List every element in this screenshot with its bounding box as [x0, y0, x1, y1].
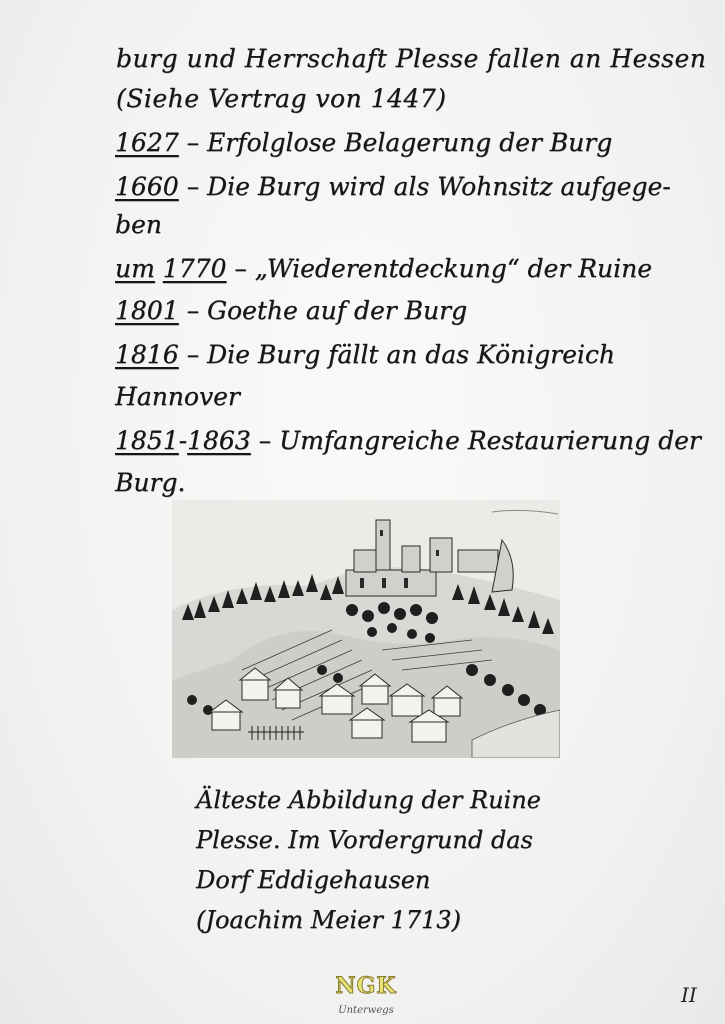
- entry-text: – Erfolglose Belagerung der Burg: [186, 128, 613, 157]
- page-number: II: [681, 983, 697, 1007]
- entry-1851-continued: [115, 468, 185, 497]
- entry-year: 1770: [162, 254, 227, 283]
- entry-year-end: 1863: [187, 426, 251, 455]
- caption-line-1: Älteste Abbildung der Ruine: [196, 786, 541, 814]
- entry-text: – Goethe auf der Burg: [186, 296, 468, 325]
- entry-text: Hannover: [115, 382, 240, 411]
- entry-year: 1660: [115, 172, 179, 201]
- entry-1851-1863: [115, 426, 701, 455]
- entry-year: 1801: [115, 296, 179, 325]
- entry-prefix: um: [115, 254, 155, 283]
- year-separator: -: [178, 426, 188, 455]
- castle-sketch-image: [172, 500, 560, 758]
- entry-text: – „Wiederentdeckung“ der Ruine: [234, 254, 652, 283]
- entry-year: 1851: [115, 426, 179, 455]
- caption-line-2: Plesse. Im Vordergrund das: [196, 826, 533, 854]
- entry-text: ben: [115, 210, 162, 239]
- entry-text: – Die Burg fällt an das Königreich: [186, 340, 615, 369]
- entry-1816-continued: [115, 382, 240, 411]
- entry-1816: [115, 340, 615, 369]
- entry-1627: [115, 128, 612, 157]
- entry-1660: [115, 172, 671, 201]
- entry-1801: [115, 296, 467, 325]
- entry-text: Burg.: [115, 468, 186, 497]
- text-line-1: burg und Herrschaft Plesse fallen an Hessen: [116, 44, 707, 73]
- entry-1770: [115, 254, 652, 283]
- stamp-text: NGK: [335, 973, 397, 999]
- entry-text: – Die Burg wird als Wohnsitz aufgege-: [186, 172, 671, 201]
- caption-line-4: (Joachim Meier 1713): [196, 906, 461, 934]
- text-line-2: (Siehe Vertrag von 1447): [116, 84, 447, 113]
- archive-stamp-logo: [312, 969, 420, 1003]
- stamp-subtext: Unterwegs: [338, 1005, 394, 1016]
- entry-year: 1816: [115, 340, 179, 369]
- entry-1660-continued: [115, 210, 162, 239]
- entry-text: – Umfangreiche Restaurierung der: [258, 426, 701, 455]
- entry-year: 1627: [115, 128, 179, 157]
- caption-line-3: Dorf Eddigehausen: [196, 866, 431, 894]
